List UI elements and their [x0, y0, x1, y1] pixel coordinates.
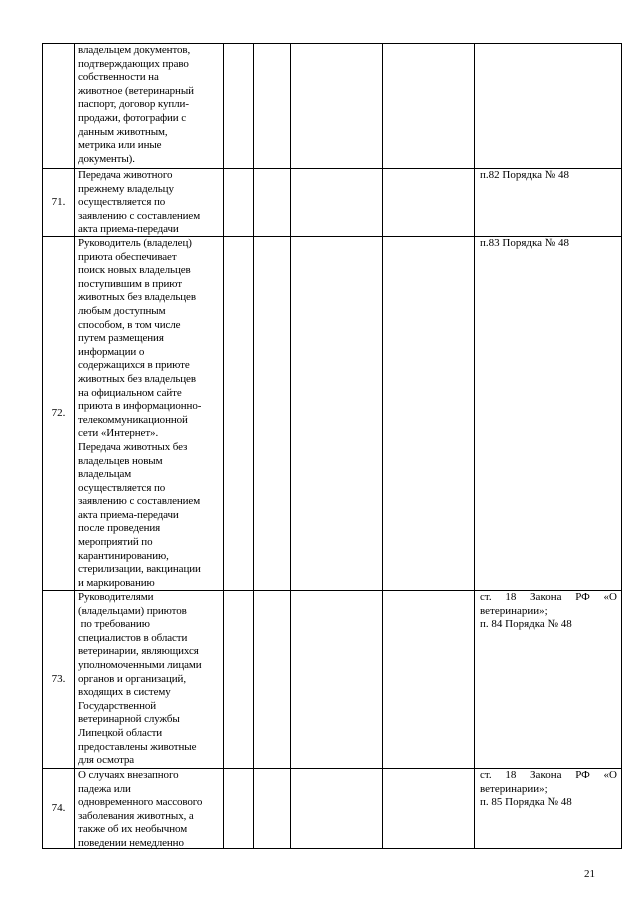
empty-cell [291, 237, 383, 591]
empty-cell [224, 237, 254, 591]
empty-cell [291, 44, 383, 169]
reference-line: п.82 Порядка № 48 [480, 169, 570, 181]
requirement-text: Передача животного прежнему владельцу осуществляется по заявлению с составлением акта приема-передачи [78, 169, 201, 236]
empty-cell [291, 769, 383, 849]
empty-cell [254, 591, 291, 769]
reference-line: п.83 Порядка № 48 [480, 237, 570, 249]
requirement-text: Руководителями (владельцами) приютов по требованию специалистов в области ветеринарии, являющихся уполномоченными лицами органов и организаций, входящих в систему Государственной ветеринарной службы Липецкой области предоставлены животные для осмотра [78, 591, 202, 767]
reference-cell [475, 769, 622, 849]
empty-cell [254, 44, 291, 169]
reference-cell [475, 169, 622, 237]
empty-cell [224, 769, 254, 849]
page-number: 21 [584, 868, 595, 880]
empty-cell [224, 169, 254, 237]
reference-line: ветеринарии»; [480, 782, 548, 795]
row-number: 72. [43, 237, 75, 591]
requirement-text: Руководитель (владелец) приюта обеспечивает поиск новых владельцев поступившим в приют животных без владельцев любым доступным способом, в том числе путем размещения информации о содержащихся в приюте животных без владельцев на официальном сайте приюта в информационно- телекоммуникационной сети «Интернет». Передача животных без владельцев новым владельцам осуществляется по заявлению с составлением акта приема-передачи после проведения мероприятий по карантинированию, стерилизации, вакцинации и маркированию [78, 237, 202, 589]
requirements-table [42, 43, 622, 849]
empty-cell [224, 591, 254, 769]
row-number: 73. [43, 591, 75, 769]
empty-cell [254, 769, 291, 849]
empty-cell [383, 169, 475, 237]
table-row [43, 591, 622, 769]
empty-cell [291, 591, 383, 769]
requirement-text: владельцем документов, подтверждающих право собственности на животное (ветеринарный паспорт, договор купли- продажи, фотографии с данным животным, метрика или иные документы). [78, 44, 194, 165]
empty-cell [254, 169, 291, 237]
table-row [43, 44, 622, 169]
reference-cell [475, 591, 622, 769]
row-number: 74. [43, 769, 75, 849]
reference-line: ветеринарии»; [480, 604, 548, 617]
empty-cell [383, 769, 475, 849]
requirement-cell [75, 44, 224, 169]
table-row [43, 169, 622, 237]
requirement-cell [75, 169, 224, 237]
reference-line: ст. 18 Закона РФ «О [480, 591, 617, 603]
requirement-cell [75, 591, 224, 769]
reference-cell [475, 44, 622, 169]
table-row [43, 237, 622, 591]
empty-cell [254, 237, 291, 591]
requirement-cell [75, 769, 224, 849]
requirement-text: О случаях внезапного падежа или одновременного массового заболевания животных, а также об их необычном поведении немедленно [78, 769, 203, 848]
table-row [43, 769, 622, 849]
empty-cell [383, 591, 475, 769]
reference-line: ст. 18 Закона РФ «О [480, 769, 617, 781]
empty-cell [383, 44, 475, 169]
reference-cell [475, 237, 622, 591]
reference-line: п. 85 Порядка № 48 [480, 796, 572, 809]
row-number: 71. [43, 169, 75, 237]
reference-line: п. 84 Порядка № 48 [480, 618, 572, 631]
empty-cell [383, 237, 475, 591]
empty-cell [224, 44, 254, 169]
empty-cell [291, 169, 383, 237]
row-number [43, 44, 75, 169]
requirement-cell [75, 237, 224, 591]
